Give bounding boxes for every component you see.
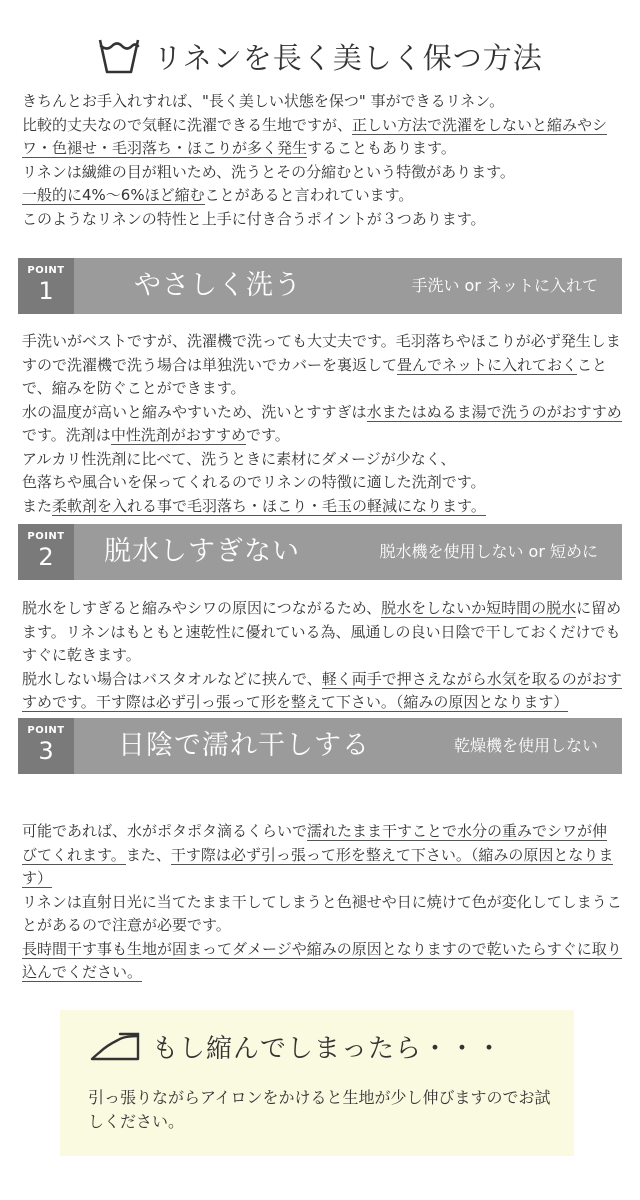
point-subheading: 手洗い or ネットに入れて — [411, 276, 598, 295]
wash-tub-icon — [97, 36, 141, 76]
underlined-phrase: 脱水をしないか短時間の脱水 — [381, 599, 577, 617]
underlined-phrase: 軽く両手で押さえながら水気を取るのがおすすめです。 — [22, 669, 622, 711]
page-title-row — [0, 30, 640, 82]
underlined-phrase: 一般的に4%〜6%ほど縮む — [22, 186, 205, 204]
underlined-phrase: 正しい方法で洗濯をしないと縮みやシワ・色褪せ・毛羽落ち・ほこりが多く発生 — [22, 115, 608, 157]
point-heading: 脱水しすぎない — [104, 536, 300, 567]
point-3-banner — [18, 718, 622, 774]
underlined-phrase: 干す際は必ず引っ張って形を整えて下さい。（縮みの原因となります） — [95, 693, 569, 711]
underlined-phrase: 濡れたまま干すことで水分の重みでシワが伸びてくれます。 — [22, 822, 608, 864]
intro-text: きちんとお手入れすれば、"長く美しい状態を保つ" 事ができるリネン。 比較的丈夫なので気軽に洗濯できる生地ですが、正しい方法で洗濯をしないと縮みやシワ・色褪せ・毛羽落ち・ほこりが多く発生することもあります。 リネンは繊維の目が粗いため、洗うとその分縮むという特徴があります。 一般的に4%〜6%ほど縮むことがあると言われています。 このようなリネンの特性と上手に付き合うポイントが３つあります。 — [22, 92, 608, 228]
point-3-text: 可能であれば、水がポタポタ滴るくらいで濡れたまま干すことで水分の重みでシワが伸びてくれます。また、干す際は必ず引っ張って形を整えて下さい。（縮みの原因となります） リネンは直射日光に当てたまま干してしまうと色褪せや日に焼けて色が変化してしまうことがあるので注意が必要です。 長時間干す事も生地が固まってダメージや縮みの原因となりますので乾いたらすぐに取り込んでください。 — [22, 822, 622, 981]
point-2-text: 脱水をしすぎると縮みやシワの原因につながるため、脱水をしないか短時間の脱水に留めます。リネンはもともと速乾性に優れている為、風通しの良い日陰で干しておくだけでもすぐに乾きます。 脱水しない場合はバスタオルなどに挟んで、軽く両手で押さえながら水気を取るのがおすすめです。干す際は必ず引っ張って形を整えて下さい。（縮みの原因となります） — [22, 599, 622, 711]
shrink-tip-box — [60, 1010, 574, 1156]
underlined-phrase: 柔軟剤を入れる事で毛羽落ち・ほこり・毛玉の軽減になります。 — [52, 496, 486, 515]
underlined-phrase: 干す際は必ず引っ張って形を整えて下さい。（縮みの原因となります） — [22, 845, 614, 887]
tip-text: 引っ張りながらアイロンをかけると生地が少し伸びますのでお試しください。 — [88, 1088, 551, 1131]
point-subheading: 脱水機を使用しない or 短めに — [379, 542, 598, 561]
underlined-phrase: 畳んでネットに入れておく — [397, 355, 578, 374]
point-2-banner — [18, 524, 622, 580]
point-subheading: 乾燥機を使用しない — [453, 736, 598, 755]
point-heading: 日陰で濡れ干しする — [118, 730, 370, 761]
point-badge: POINT 1 — [18, 258, 74, 314]
point-badge: POINT 2 — [18, 524, 74, 580]
underlined-phrase: 中性洗剤がおすすめ — [110, 426, 246, 444]
underlined-phrase: 水またはぬるま湯で洗うのがおすすめ — [366, 402, 622, 421]
iron-icon — [90, 1032, 140, 1062]
point-badge: POINT 3 — [18, 718, 74, 774]
point-1-banner — [18, 258, 622, 314]
point-heading: やさしく洗う — [134, 270, 302, 301]
point-1-text: 手洗いがベストですが、洗濯機で洗っても大丈夫です。毛羽落ちやほこりが必ず発生しますので洗濯機で洗う場合は単独洗いでカバーを裏返して畳んでネットに入れておくことで、縮みを防ぐことができます。 水の温度が高いと縮みやすいため、洗いとすすぎは水またはぬるま湯で洗うのがおすすめです。洗剤は中性洗剤がおすすめです。 アルカリ性洗剤に比べて、洗うときに素材にダメージが少なく、 色落ちや風合いを保ってくれるのでリネンの特徴に適した洗剤です。 また柔軟剤を入れる事で毛羽落ち・ほこり・毛玉の軽減になります。 — [22, 332, 622, 515]
page-title: リネンを長く美しく保つ方法 — [153, 40, 543, 75]
tip-title: もし縮んでしまったら・・・ — [152, 1034, 504, 1064]
underlined-phrase: 長時間干す事も生地が固まってダメージや縮みの原因となりますので乾いたらすぐに取り込んでください。 — [22, 939, 622, 981]
